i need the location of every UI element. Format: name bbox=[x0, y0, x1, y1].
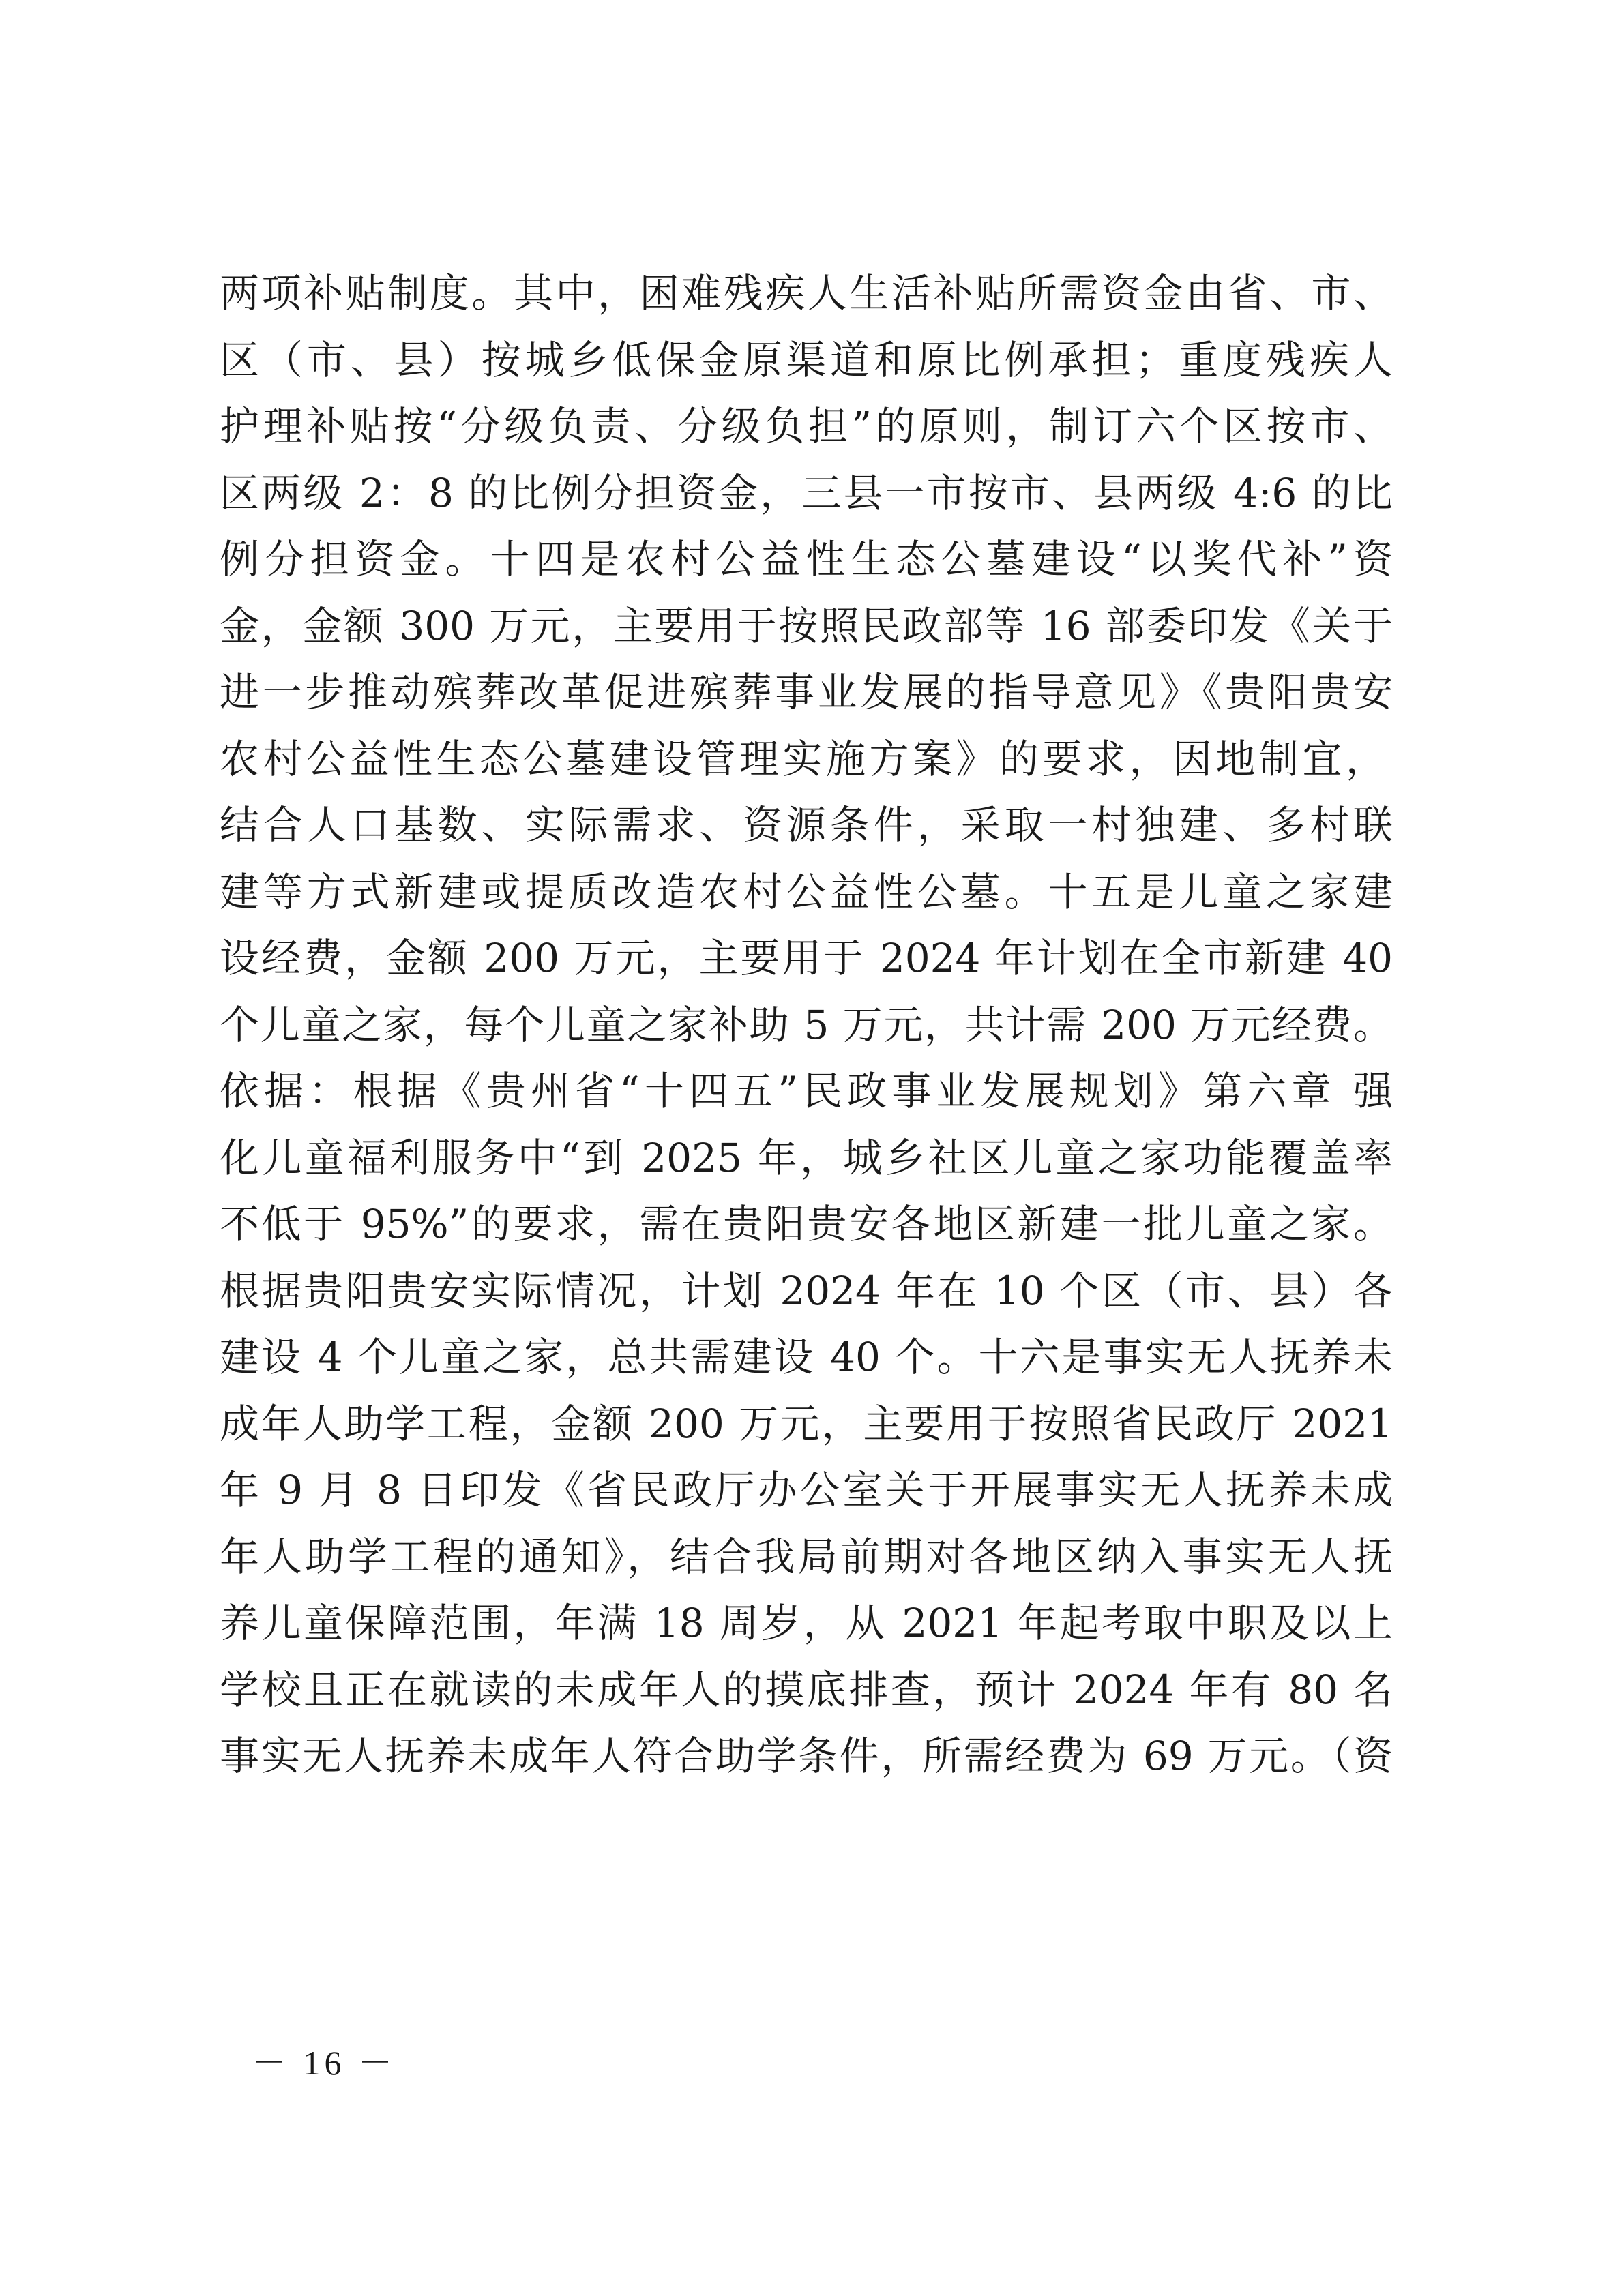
text-line: 学校且正在就读的未成年人的摸底排查，预计 2024 年有 80 名 bbox=[220, 1666, 1393, 1713]
text-line: 设经费，金额 200 万元，主要用于 2024 年计划在全市新建 40 bbox=[220, 935, 1393, 981]
text-line: 例分担资金。十四是农村公益性生态公墓建设“以奖代补”资 bbox=[220, 536, 1393, 582]
text-line: 护理补贴按“分级负责、分级负担”的原则，制订六个区按市、 bbox=[220, 403, 1393, 449]
text-line: 区两级 2：8 的比例分担资金，三县一市按市、县两级 4:6 的比 bbox=[220, 469, 1393, 516]
text-line: 个儿童之家，每个儿童之家补助 5 万元，共计需 200 万元经费。 bbox=[220, 1001, 1393, 1048]
text-line: 结合人口基数、实际需求、资源条件，采取一村独建、多村联 bbox=[220, 802, 1393, 848]
text-line: 化儿童福利服务中“到 2025 年，城乡社区儿童之家功能覆盖率 bbox=[220, 1134, 1393, 1181]
text-line: 金，金额 300 万元，主要用于按照民政部等 16 部委印发《关于 bbox=[220, 602, 1393, 649]
text-line: 事实无人抚养未成年人符合助学条件，所需经费为 69 万元。（资 bbox=[220, 1733, 1393, 1779]
text-line: 依据：根据《贵州省“十四五”民政事业发展规划》第六章 强 bbox=[220, 1068, 1393, 1114]
text-line: 区（市、县）按城乡低保金原渠道和原比例承担；重度残疾人 bbox=[220, 336, 1393, 383]
text-line: 根据贵阳贵安实际情况，计划 2024 年在 10 个区（市、县）各 bbox=[220, 1267, 1393, 1314]
text-line: 农村公益性生态公墓建设管理实施方案》的要求，因地制宜， bbox=[220, 735, 1389, 782]
page-number: － 16 － bbox=[252, 2044, 396, 2082]
text-line: 进一步推动殡葬改革促进殡葬事业发展的指导意见》《贵阳贵安 bbox=[220, 669, 1393, 715]
text-line: 建等方式新建或提质改造农村公益性公墓。十五是儿童之家建 bbox=[220, 868, 1393, 915]
text-line: 养儿童保障范围，年满 18 周岁，从 2021 年起考取中职及以上 bbox=[220, 1600, 1393, 1646]
text-line: 成年人助学工程，金额 200 万元，主要用于按照省民政厅 2021 bbox=[220, 1400, 1393, 1447]
text-line: 不低于 95%”的要求，需在贵阳贵安各地区新建一批儿童之家。 bbox=[220, 1201, 1393, 1247]
text-line: 两项补贴制度。其中，困难残疾人生活补贴所需资金由省、市、 bbox=[220, 270, 1393, 316]
body-text bbox=[220, 260, 1393, 1790]
text-line: 年 9 月 8 日印发《省民政厅办公室关于开展事实无人抚养未成 bbox=[220, 1467, 1393, 1513]
text-line: 年人助学工程的通知》，结合我局前期对各地区纳入事实无人抚 bbox=[220, 1533, 1393, 1580]
text-line: 建设 4 个儿童之家，总共需建设 40 个。十六是事实无人抚养未 bbox=[220, 1334, 1393, 1380]
